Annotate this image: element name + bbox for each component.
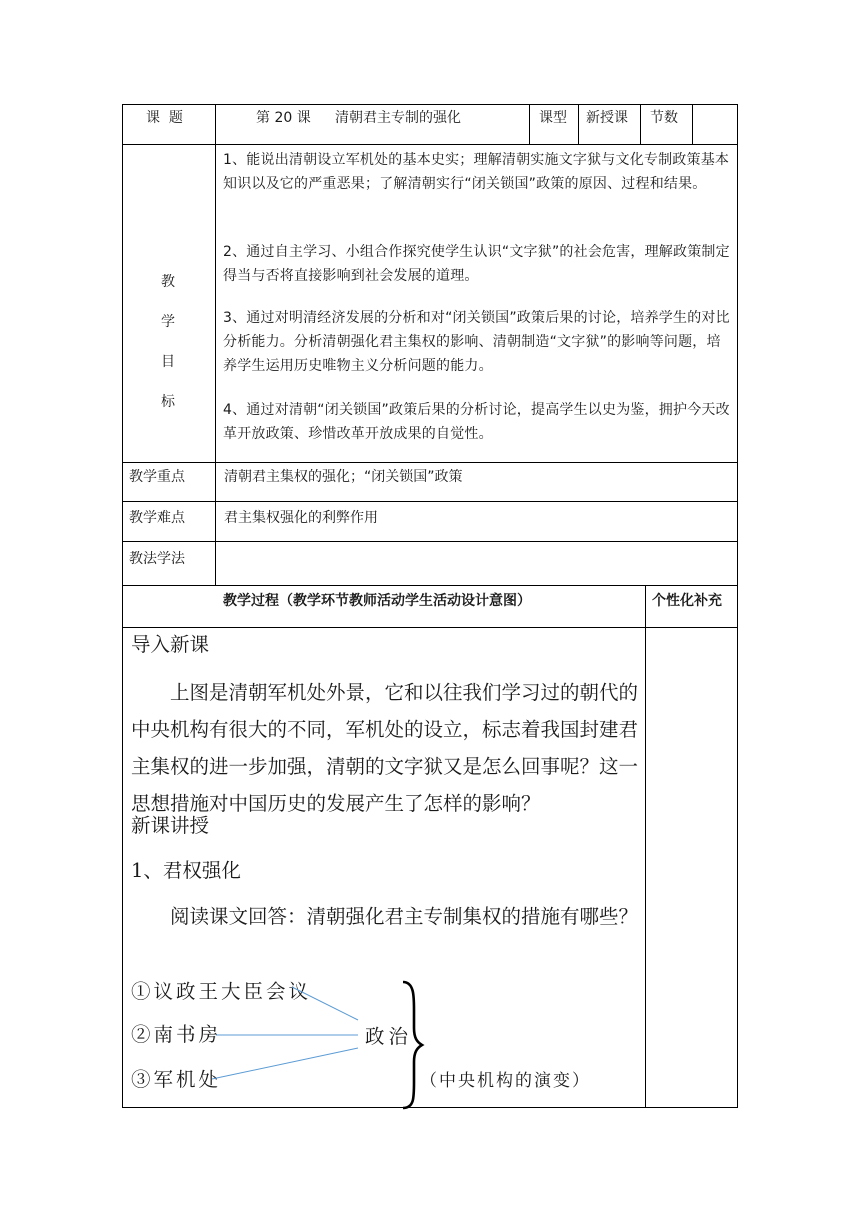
objective-1: 1、能说出清朝设立军机处的基本史实；理解清朝实施文字狱与文化专制政策基本知识以及它的严重恶果；了解清朝实行“闭关锁国”政策的原因、过程和结果。: [223, 152, 730, 192]
measure-item: ③军机处: [131, 1068, 222, 1091]
supplement-header: 个性化补充: [652, 593, 722, 609]
brace-note: （中央机构的演变）: [420, 1071, 591, 1091]
key-points-value: 清朝君主集权的强化；“闭关锁国”政策: [224, 469, 463, 485]
connector-line: [212, 1048, 358, 1079]
label-type: 课型: [539, 110, 567, 126]
objective-3: 3、通过对明清经济发展的分析和对“闭关锁国”政策后果的讨论，培养学生的对比分析能力。分析清朝强化君主集权的影响、清朝制造“文字狱”的影响等问题，培养学生运用历史唯物主义分析问题的能力。: [223, 310, 730, 374]
difficulties-value: 君主集权强化的利弊作用: [224, 510, 378, 526]
lesson-title: 清朝君主专制的强化: [335, 110, 461, 126]
question-text: 阅读课文回答：清朝强化君主专制集权的措施有哪些？: [170, 905, 639, 928]
lesson-number: 第 20 课: [256, 110, 311, 126]
category-label: 政治: [365, 1025, 413, 1048]
label-topic: 课 题: [146, 110, 183, 126]
process-header: 教学过程（教学环节教师活动学生活动设计意图）: [223, 593, 531, 609]
methods-label: 教法学法: [129, 551, 185, 567]
new-lesson-heading: 新课讲授: [131, 814, 210, 837]
key-points-label: 教学重点: [129, 469, 185, 485]
measure-item: ②南书房: [131, 1023, 222, 1046]
objective-2: 2、通过自主学习、小组合作探究使学生认识“文字狱”的社会危害，理解政策制定得当与否将直接影响到社会发展的道理。: [223, 244, 730, 284]
type-value: 新授课: [586, 110, 628, 126]
objective-4: 4、通过对清朝“闭关锁国”政策后果的分析讨论，提高学生以史为鉴，拥护今天改革开放政策、珍惜改革开放成果的自觉性。: [223, 402, 730, 442]
label-periods: 节数: [650, 110, 678, 126]
connector-line: [292, 987, 358, 1020]
intro-text: 上图是清朝军机处外景，它和以往我们学习过的朝代的中央机构有很大的不同，军机处的设立，标志着我国封建君主集权的进一步加强，清朝的文字狱又是怎么回事呢？这一思想措施对中国历史的发展产生了怎样的影响？: [131, 681, 639, 815]
measure-item: ①议政王大臣会议: [131, 980, 312, 1003]
section-1-heading: 1、君权强化: [131, 859, 241, 882]
intro-heading: 导入新课: [131, 633, 210, 656]
difficulties-label: 教学难点: [129, 510, 185, 526]
